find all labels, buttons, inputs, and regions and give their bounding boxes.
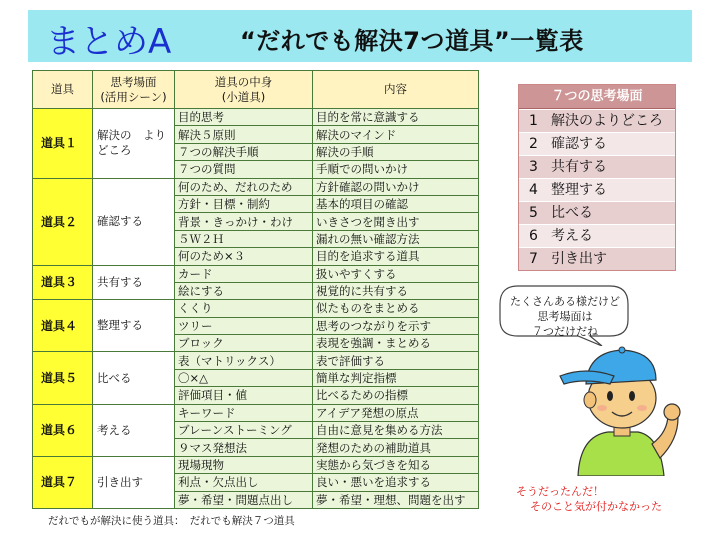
sub-tool-cell: 何のため、だれのため	[175, 178, 313, 195]
table-row	[33, 265, 479, 282]
scene-cell: 引き出す	[93, 456, 175, 508]
scene-label: 比べる	[551, 205, 593, 221]
scene-label: 引き出す	[551, 251, 607, 267]
sub-tool-cell: 表（マトリックス）	[175, 352, 313, 369]
scene-number: 7	[529, 251, 538, 267]
description-cell: 方針確認の問いかけ	[313, 178, 479, 195]
description-cell: いきさつを聞き出す	[313, 213, 479, 230]
description-cell: 自由に意見を集める方法	[313, 422, 479, 439]
title-banner	[28, 10, 692, 62]
sub-tool-cell: ブレーンストーミング	[175, 422, 313, 439]
thinking-scenes-list	[519, 109, 675, 270]
description-cell: 簡単な判定指標	[313, 369, 479, 386]
header-contents: 道具の中身 (小道具)	[175, 71, 313, 109]
description-cell: 視覚的に共有する	[313, 282, 479, 299]
description-cell: 比べるための指標	[313, 387, 479, 404]
speech-bubble	[498, 284, 628, 344]
tools-table-body	[33, 109, 479, 509]
thinking-scenes-title: ７つの思考場面	[519, 85, 675, 109]
sub-tool-cell: 利点・欠点出し	[175, 474, 313, 491]
sub-tool-cell: 目的思考	[175, 109, 313, 126]
tool-name-cell: 道具３	[33, 265, 93, 300]
description-cell: 実態から気づきを知る	[313, 456, 479, 473]
scene-label: 解決のよりどころ	[551, 113, 663, 129]
header-scene: 思考場面 (活用シーン)	[93, 71, 175, 109]
description-cell: 発想のための補助道具	[313, 439, 479, 456]
scene-label: 確認する	[551, 136, 607, 152]
boy-icon	[556, 340, 686, 476]
table-row	[33, 404, 479, 421]
summary-label: まとめA	[46, 22, 172, 62]
scene-list-item	[519, 224, 675, 247]
boy-illustration	[556, 340, 686, 476]
description-cell: 手順での問いかけ	[313, 161, 479, 178]
exclamation-text: そうだったんだ！ そのこと気が付かなかった	[516, 485, 662, 513]
scene-list-item	[519, 178, 675, 201]
sub-tool-cell: 解決５原則	[175, 126, 313, 143]
sub-tool-cell: ５Ｗ２Ｈ	[175, 230, 313, 247]
scene-cell: 共有する	[93, 265, 175, 300]
header-tool: 道具	[33, 71, 93, 109]
page-title: “だれでも解決7つ道具”一覧表	[240, 27, 584, 55]
sub-tool-cell: 〇×△	[175, 369, 313, 386]
description-cell: 表で評価する	[313, 352, 479, 369]
description-cell: 良い・悪いを追求する	[313, 474, 479, 491]
tools-table	[32, 70, 479, 509]
scene-list-item	[519, 109, 675, 132]
sub-tool-cell: 夢・希望・問題点出し	[175, 491, 313, 508]
table-header-row	[33, 71, 479, 109]
scene-cell: 確認する	[93, 178, 175, 265]
table-row	[33, 352, 479, 369]
sub-tool-cell: 現場現物	[175, 456, 313, 473]
tool-name-cell: 道具１	[33, 109, 93, 179]
speech-bubble-text: たくさんある様だけど 思考場面は ７つだけだね	[510, 295, 620, 338]
tool-name-cell: 道具７	[33, 456, 93, 508]
footnote: だれでもが解決に使う道具： だれでも解決７つ道具	[48, 515, 295, 527]
table-row	[33, 178, 479, 195]
sub-tool-cell: ツリー	[175, 317, 313, 334]
description-cell: 目的を常に意識する	[313, 109, 479, 126]
description-cell: 似たものをまとめる	[313, 300, 479, 317]
table-row	[33, 109, 479, 126]
tool-name-cell: 道具２	[33, 178, 93, 265]
table-row	[33, 300, 479, 317]
scene-number: 1	[529, 113, 538, 129]
sub-tool-cell: カード	[175, 265, 313, 282]
scene-number: 4	[529, 182, 538, 198]
scene-cell: 解決の よりどころ	[93, 109, 175, 179]
header-description: 内容	[313, 71, 479, 109]
tool-name-cell: 道具６	[33, 404, 93, 456]
description-cell: 基本的項目の確認	[313, 195, 479, 212]
scene-number: 3	[529, 159, 538, 175]
description-cell: 目的を追求する道具	[313, 248, 479, 265]
sub-tool-cell: 何のため×３	[175, 248, 313, 265]
scene-list-item	[519, 247, 675, 270]
sub-tool-cell: ９マス発想法	[175, 439, 313, 456]
sub-tool-cell: ブロック	[175, 335, 313, 352]
scene-number: 2	[529, 136, 538, 152]
sub-tool-cell: キーワード	[175, 404, 313, 421]
description-cell: 扱いやすくする	[313, 265, 479, 282]
table-row	[33, 456, 479, 473]
sub-tool-cell: ７つの質問	[175, 161, 313, 178]
sub-tool-cell: 絵にする	[175, 282, 313, 299]
scene-cell: 比べる	[93, 352, 175, 404]
description-cell: 解決のマインド	[313, 126, 479, 143]
thinking-scenes-panel	[518, 84, 676, 271]
scene-number: 6	[529, 228, 538, 244]
tool-name-cell: 道具４	[33, 300, 93, 352]
scene-label: 整理する	[551, 182, 607, 198]
description-cell: 夢・希望・理想、問題を出す	[313, 491, 479, 508]
description-cell: 思考のつながりを示す	[313, 317, 479, 334]
description-cell: アイデア発想の原点	[313, 404, 479, 421]
sub-tool-cell: ７つの解決手順	[175, 143, 313, 160]
scene-list-item	[519, 132, 675, 155]
sub-tool-cell: 背景・きっかけ・わけ	[175, 213, 313, 230]
sub-tool-cell: 方針・目標・制約	[175, 195, 313, 212]
scene-list-item	[519, 155, 675, 178]
scene-cell: 整理する	[93, 300, 175, 352]
scene-cell: 考える	[93, 404, 175, 456]
sub-tool-cell: くくり	[175, 300, 313, 317]
scene-label: 共有する	[551, 159, 607, 175]
sub-tool-cell: 評価項目・値	[175, 387, 313, 404]
description-cell: 表現を強調・まとめる	[313, 335, 479, 352]
tool-name-cell: 道具５	[33, 352, 93, 404]
scene-number: 5	[529, 205, 538, 221]
description-cell: 漏れの無い確認方法	[313, 230, 479, 247]
scene-list-item	[519, 201, 675, 224]
scene-label: 考える	[551, 228, 593, 244]
description-cell: 解決の手順	[313, 143, 479, 160]
